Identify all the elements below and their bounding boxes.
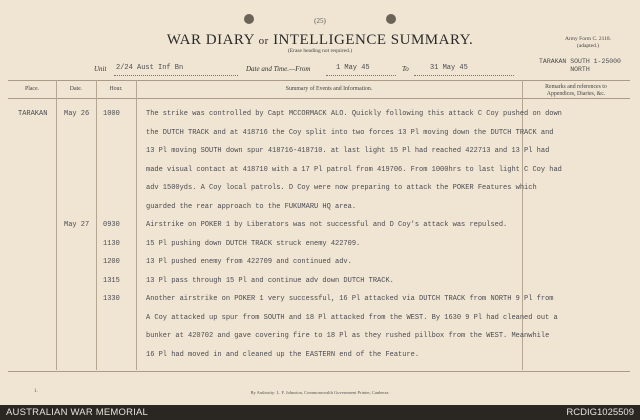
column-header-date: Date. [69,86,83,92]
to-value: 31 May 45 [430,64,468,72]
footer-mark: 1. [34,389,38,394]
title-intelligence-summary: INTELLIGENCE SUMMARY. [273,32,474,48]
unit-underline [114,75,238,76]
column-header-hour: Hour. [109,86,123,92]
title-war-diary: WAR DIARY [166,32,255,48]
diary-entry-row [0,221,640,233]
diary-entry-row [0,203,640,215]
diary-entry-row [0,240,640,252]
column-header-remarks [522,84,630,98]
entry-hour: 1330 [103,295,120,303]
record-id: RCDIG1025509 [566,407,634,418]
to-underline [414,75,514,76]
entry-hour: 1130 [103,239,120,248]
entry-text: 13 Pl pushed enemy from 422709 and continued adv. [146,258,352,266]
entry-text: 13 Pl pass through 15 Pl and continue adv down DUTCH TRACK. [146,276,394,285]
entry-text: 16 Pl had moved in and cleaned up the EASTERN end of the Feature. [146,350,420,359]
diary-entry-row [0,314,640,326]
diary-entry-row [0,295,640,307]
page-number: (25) [314,17,326,25]
diary-entry-row [0,351,640,363]
map-reference [528,58,632,74]
entry-text: guarded the rear approach to the FUKUMARU HQ area. [146,202,357,211]
unit-value: 2/24 Aust Inf Bn [116,64,184,72]
entry-hour: 1000 [103,110,120,118]
remarks-header-line1: Remarks and references to [545,84,607,90]
title-or: or [258,35,269,47]
entry-text: made visual contact at 418710 with a 17 Pl patrol from 419706. From 1000hrs to last light C Coy had [146,165,562,174]
remarks-header-line2: Appendices, Diaries, &c. [546,91,606,97]
entry-text: the DUTCH TRACK and at 418716 the Coy split into two forces 13 Pl moving down the DUTCH TRACK and [146,128,554,137]
form-reference [548,36,628,50]
form-title [0,32,640,49]
diary-entry-row [0,332,640,344]
map-reference-line2: NORTH [570,66,590,73]
entry-date: May 27 [64,221,90,229]
form-reference-line2: (adapted.) [576,43,600,49]
diary-entry-row [0,258,640,270]
form-reference-line1: Army Form C. 2118. [564,36,612,42]
column-header-place: Place. [24,86,39,92]
diary-entry-row [0,166,640,178]
entry-text: 15 Pl pushing down DUTCH TRACK struck enemy 422709. [146,239,361,248]
entry-date: May 26 [64,110,90,118]
archive-caption: AUSTRALIAN WAR MEMORIAL [6,407,149,418]
datetime-label: Date and Time.—From [246,65,311,73]
entry-text: The strike was controlled by Capt MCCORMACK ALO. Quickly following this attack C Coy pushed on down [146,110,562,118]
entry-text: Another airstrike on POKER 1 very successful, 16 Pl attacked via DUTCH TRACK from NORTH 9 Pl from [146,295,554,303]
entry-text: bunker at 420702 and gave covering fire to 18 Pl as they rushed pillbox from the WEST. Meanwhile [146,332,550,340]
entry-text: A Coy attacked up spur from SOUTH and 18 Pl attacked from the WEST. By 1630 9 Pl had cleaned out a [146,313,558,322]
diary-entry-row [0,147,640,159]
form-subtitle: (Erase heading not required.) [287,48,353,54]
diary-entry-row [0,277,640,289]
entry-text: Airstrike on POKER 1 by Liberators was not successful and D Coy's attack was repulsed. [146,221,508,229]
table-header-rule [8,98,630,99]
diary-entry-row [0,110,640,122]
column-header-summary: Summary of Events and Information. [285,86,373,92]
printer-imprint: By Authority: L. F. Johnston, Commonwealth Government Printer, Canberra. [250,390,390,395]
from-underline [326,75,396,76]
diary-entry-row [0,129,640,141]
from-value: 1 May 45 [336,64,370,72]
to-label: To [402,65,409,73]
unit-label: Unit [94,65,107,73]
diary-entry-row [0,184,640,196]
map-reference-line1: TARAKAN SOUTH 1-25000 [539,58,621,65]
entry-text: 13 Pl moving SOUTH down spur 418716-418710. at last light 15 Pl had reached 422713 and 13 Pl had [146,147,550,155]
entry-hour: 0930 [103,221,120,229]
entry-text: adv 1500yds. A Coy local patrols. D Coy were now preparing to attack the POKER Features which [146,184,537,192]
entry-place: TARAKAN [18,110,48,118]
entry-hour: 1315 [103,276,120,285]
entry-hour: 1200 [103,258,120,266]
